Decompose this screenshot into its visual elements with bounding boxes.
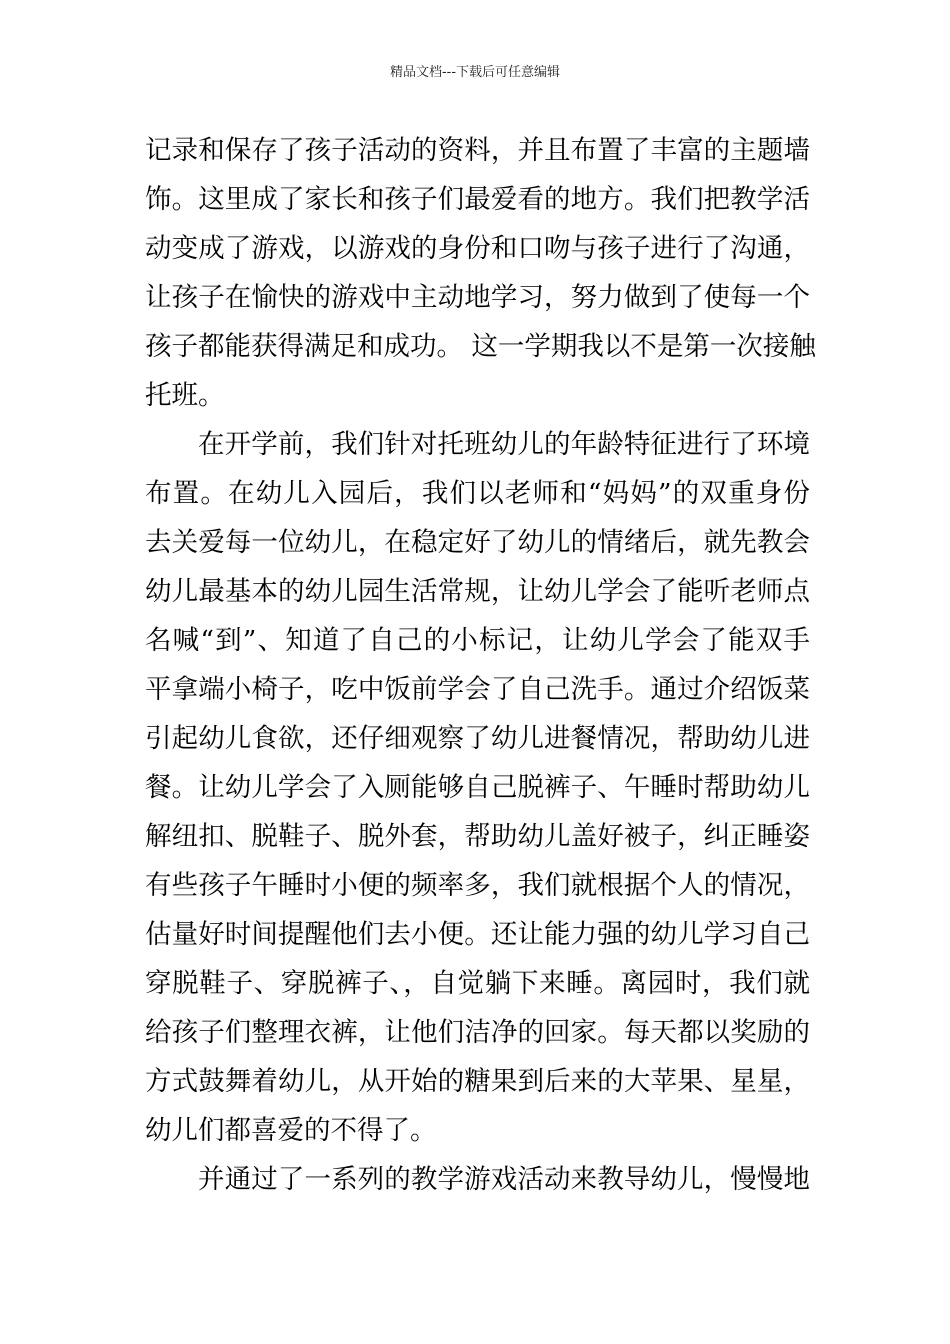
document-body [145, 126, 816, 1204]
text-line: 去关爱每一位幼儿，在稳定好了幼儿的情绪后，就先教会 [145, 527, 810, 558]
text-line: 在开学前，我们针对托班幼儿的年龄特征进行了环境 [198, 429, 810, 460]
text-line: 餐。让幼儿学会了入厕能够自己脱裤子、午睡时帮助幼儿 [145, 772, 810, 803]
text-line: 并通过了一系列的教学游戏活动来教导幼儿，慢慢地 [198, 1164, 810, 1195]
text-line: 名喊“到”、知道了自己的小标记，让幼儿学会了能双手 [145, 625, 810, 656]
text-line: 托班。 [145, 380, 225, 411]
text-line: 记录和保存了孩子活动的资料，并且布置了丰富的主题墙 [145, 135, 810, 166]
text-line: 幼儿最基本的幼儿园生活常规，让幼儿学会了能听老师点 [145, 576, 810, 607]
page-header: 精品文档---下载后可任意编辑 [389, 65, 561, 80]
text-line: 幼儿们都喜爱的不得了。 [145, 1115, 437, 1146]
text-line: 饰。这里成了家长和孩子们最爱看的地方。我们把教学活 [145, 184, 810, 215]
text-line: 方式鼓舞着幼儿，从开始的糖果到后来的大苹果、星星， [145, 1066, 810, 1097]
text-line: 解纽扣、脱鞋子、脱外套，帮助幼儿盖好被子，纠正睡姿 [145, 821, 810, 852]
text-line: 穿脱鞋子、穿脱裤子、，自觉躺下来睡。离园时，我们就 [145, 968, 810, 999]
text-line: 给孩子们整理衣裤，让他们洁净的回家。每天都以奖励的 [145, 1017, 810, 1048]
text-line: 平拿端小椅子，吃中饭前学会了自己洗手。通过介绍饭菜 [145, 674, 810, 705]
text-line: 有些孩子午睡时小便的频率多，我们就根据个人的情况， [145, 870, 810, 901]
text-line: 孩子都能获得满足和成功。 这一学期我以不是第一次接触 [145, 331, 816, 362]
text-line: 引起幼儿食欲，还仔细观察了幼儿进餐情况，帮助幼儿进 [145, 723, 810, 754]
text-line: 让孩子在愉快的游戏中主动地学习，努力做到了使每一个 [145, 282, 810, 313]
text-line: 动变成了游戏，以游戏的身份和口吻与孩子进行了沟通， [145, 233, 810, 264]
text-line: 估量好时间提醒他们去小便。还让能力强的幼儿学习自己 [145, 919, 810, 950]
text-line: 布置。在幼儿入园后，我们以老师和“妈妈”的双重身份 [145, 478, 810, 509]
